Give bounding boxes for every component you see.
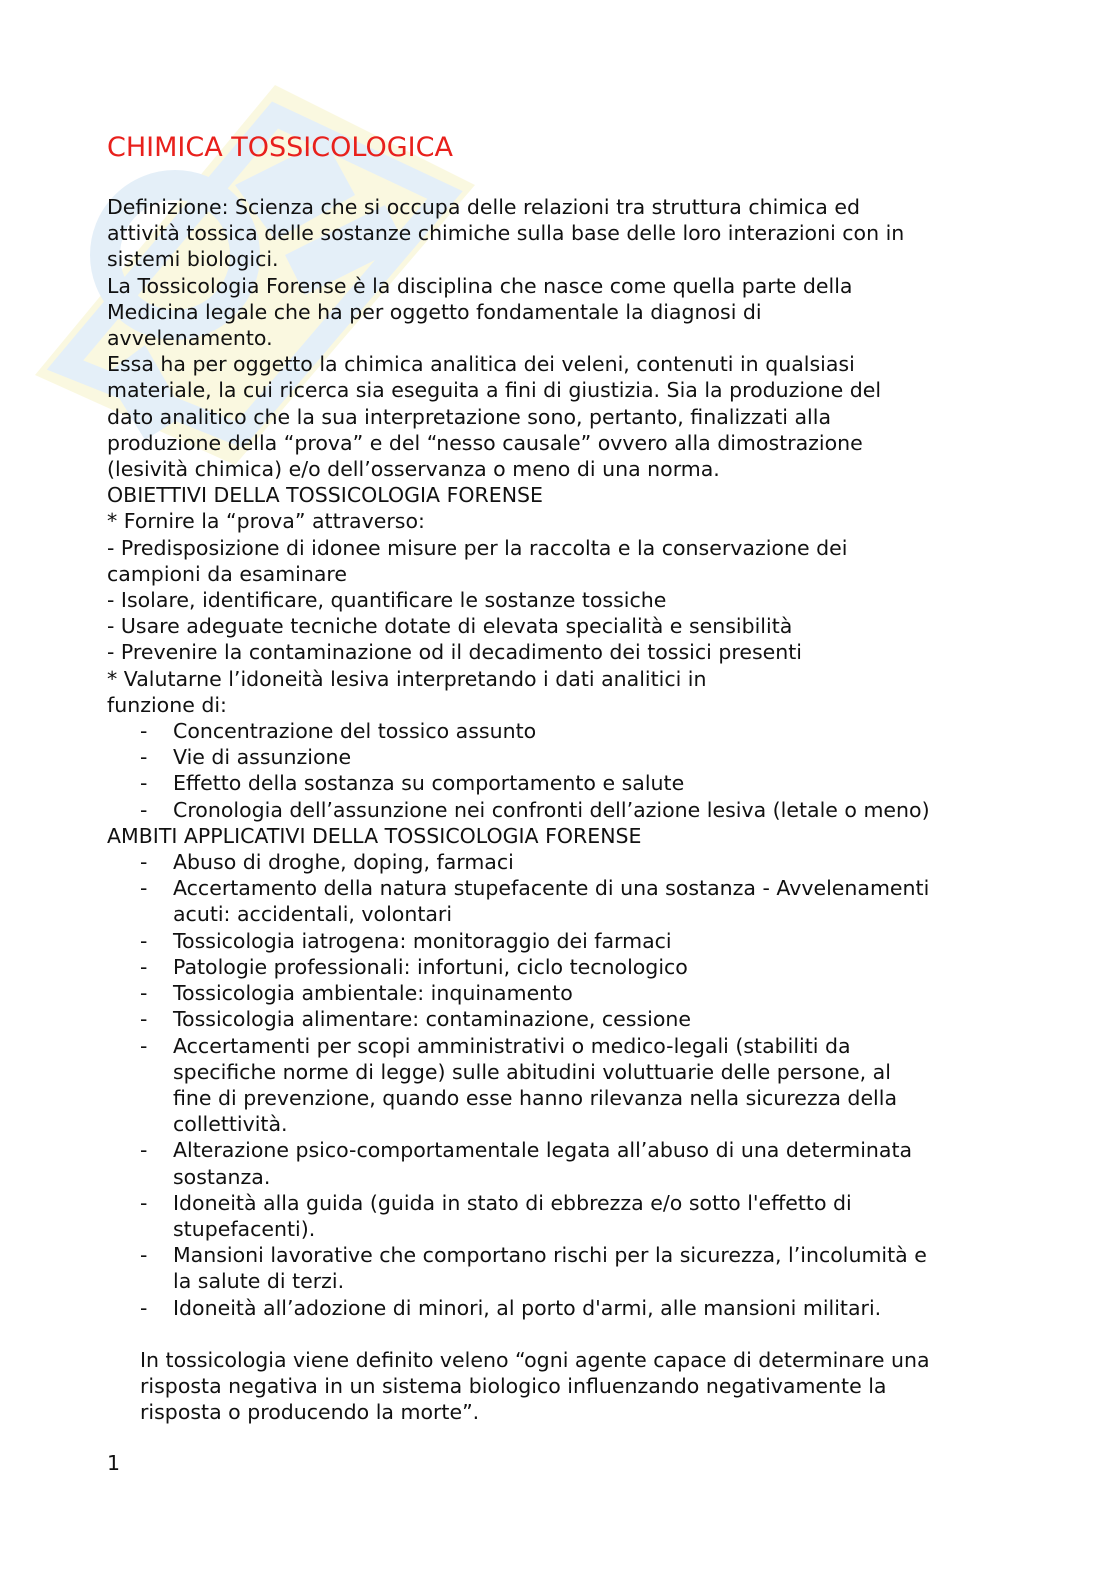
objectives-heading: OBIETTIVI DELLA TOSSICOLOGIA FORENSE: [107, 483, 544, 508]
objectives-list: [107, 718, 1007, 823]
list-marker: -: [140, 1295, 148, 1320]
list-item-text: la salute di terzi.: [173, 1269, 345, 1294]
list-marker: -: [140, 719, 148, 744]
intro-line: La Tossicologia Forense è la disciplina che nasce come quella parte della: [107, 273, 853, 298]
list-item-text: stupefacenti).: [173, 1216, 316, 1241]
list-item: [107, 1137, 1007, 1189]
list-marker: -: [140, 954, 148, 979]
intro-line: Definizione: Scienza che si occupa delle relazioni tra struttura chimica ed: [107, 195, 860, 219]
list-item-text: Effetto della sostanza su comportamento e salute: [173, 771, 685, 796]
list-marker: -: [140, 928, 148, 953]
list-item: [107, 744, 1007, 770]
list-item: [107, 718, 1007, 744]
list-item-text: Idoneità all’adozione di minori, al porto d'armi, alle mansioni militari.: [173, 1295, 882, 1320]
list-item-text: Mansioni lavorative che comportano rischi per la sicurezza, l’incolumità e: [173, 1243, 927, 1268]
list-item-text: collettività.: [173, 1112, 288, 1137]
objectives-line: - Isolare, identificare, quantificare le sostanze tossiche: [107, 588, 667, 613]
list-item-text: Accertamento della natura stupefacente di una sostanza - Avvelenamenti: [173, 876, 930, 901]
list-item-text: Vie di assunzione: [173, 745, 352, 770]
closing-line: risposta o producendo la morte”.: [140, 1400, 480, 1425]
intro-line: dato analitico che la sua interpretazione sono, pertanto, finalizzati alla: [107, 404, 832, 429]
list-item-text: acuti: accidentali, volontari: [173, 902, 453, 927]
objectives-line: * Valutarne l’idoneità lesiva interpretando i dati analitici in: [107, 666, 707, 691]
list-item: [107, 1190, 1007, 1242]
objectives-line: campioni da esaminare: [107, 561, 348, 586]
intro-line: Medicina legale che ha per oggetto fondamentale la diagnosi di: [107, 299, 762, 324]
list-item-text: fine di prevenzione, quando esse hanno rilevanza nella sicurezza della: [173, 1085, 898, 1110]
objectives-line: - Usare adeguate tecniche dotate di elevata specialità e sensibilità: [107, 614, 793, 639]
closing-line: In tossicologia viene definito veleno “ogni agente capace di determinare una: [140, 1347, 930, 1372]
intro-line: sistemi biologici.: [107, 247, 279, 272]
intro-line: Essa ha per oggetto la chimica analitica dei veleni, contenuti in qualsiasi: [107, 352, 855, 377]
intro-line: avvelenamento.: [107, 326, 273, 351]
list-marker: -: [140, 1243, 148, 1268]
list-item: [107, 954, 1007, 980]
closing-paragraph: [107, 1347, 1007, 1426]
list-item: [107, 849, 1007, 875]
objectives-line: funzione di:: [107, 692, 227, 717]
list-marker: -: [140, 850, 148, 875]
list-item-text: Accertamenti per scopi amministrativi o medico-legali (stabiliti da: [173, 1033, 851, 1058]
document-page: [107, 128, 1007, 1425]
list-marker: -: [140, 1033, 148, 1058]
intro-line: (lesività chimica) e/o dell’osservanza o meno di una norma.: [107, 457, 720, 482]
list-item-text: Alterazione psico-comportamentale legata all’abuso di una determinata: [173, 1138, 913, 1163]
intro-line: produzione della “prova” e del “nesso causale” ovvero alla dimostrazione: [107, 430, 863, 455]
list-item: [107, 797, 1007, 823]
list-item: [107, 770, 1007, 796]
list-marker: -: [140, 1138, 148, 1163]
list-marker: -: [140, 1190, 148, 1215]
document-title: CHIMICA TOSSICOLOGICA: [107, 132, 453, 163]
list-item: [107, 1033, 1007, 1138]
list-item-text: Patologie professionali: infortuni, ciclo tecnologico: [173, 954, 688, 979]
intro-line: materiale, la cui ricerca sia eseguita a fini di giustizia. Sia la produzione del: [107, 378, 882, 403]
list-item-text: Tossicologia alimentare: contaminazione, cessione: [173, 1007, 691, 1032]
intro-paragraphs: [107, 194, 1007, 482]
list-item-text: Abuso di droghe, doping, farmaci: [173, 850, 514, 875]
list-marker: -: [140, 981, 148, 1006]
list-item: [107, 1242, 1007, 1294]
scope-list: [107, 849, 1007, 1321]
objectives-lines: [107, 508, 1007, 718]
page-number: 1: [107, 1451, 121, 1475]
list-item-text: Idoneità alla guida (guida in stato di ebbrezza e/o sotto l'effetto di: [173, 1190, 852, 1215]
list-item: [107, 875, 1007, 927]
closing-line: risposta negativa in un sistema biologico influenzando negativamente la: [140, 1373, 887, 1398]
list-item-text: sostanza.: [173, 1164, 271, 1189]
list-marker: -: [140, 1007, 148, 1032]
list-marker: -: [140, 876, 148, 901]
list-marker: -: [140, 771, 148, 796]
list-item-text: Tossicologia iatrogena: monitoraggio dei farmaci: [173, 928, 672, 953]
objectives-line: * Fornire la “prova” attraverso:: [107, 509, 425, 534]
list-marker: -: [140, 745, 148, 770]
list-item: [107, 980, 1007, 1006]
objectives-line: - Prevenire la contaminazione od il decadimento dei tossici presenti: [107, 640, 802, 665]
list-item: [107, 1006, 1007, 1032]
intro-line: attività tossica delle sostanze chimiche sulla base delle loro interazioni con in: [107, 221, 905, 246]
scope-heading: AMBITI APPLICATIVI DELLA TOSSICOLOGIA FORENSE: [107, 823, 642, 848]
list-item-text: Tossicologia ambientale: inquinamento: [173, 981, 573, 1006]
list-item-text: Concentrazione del tossico assunto: [173, 719, 537, 744]
objectives-line: - Predisposizione di idonee misure per la raccolta e la conservazione dei: [107, 535, 848, 560]
list-item: [107, 1295, 1007, 1321]
list-marker: -: [140, 797, 148, 822]
list-item-text: specifiche norme di legge) sulle abitudini voluttuarie delle persone, al: [173, 1059, 891, 1084]
list-item-text: Cronologia dell’assunzione nei confronti dell’azione lesiva (letale o meno): [173, 797, 930, 822]
list-item: [107, 928, 1007, 954]
